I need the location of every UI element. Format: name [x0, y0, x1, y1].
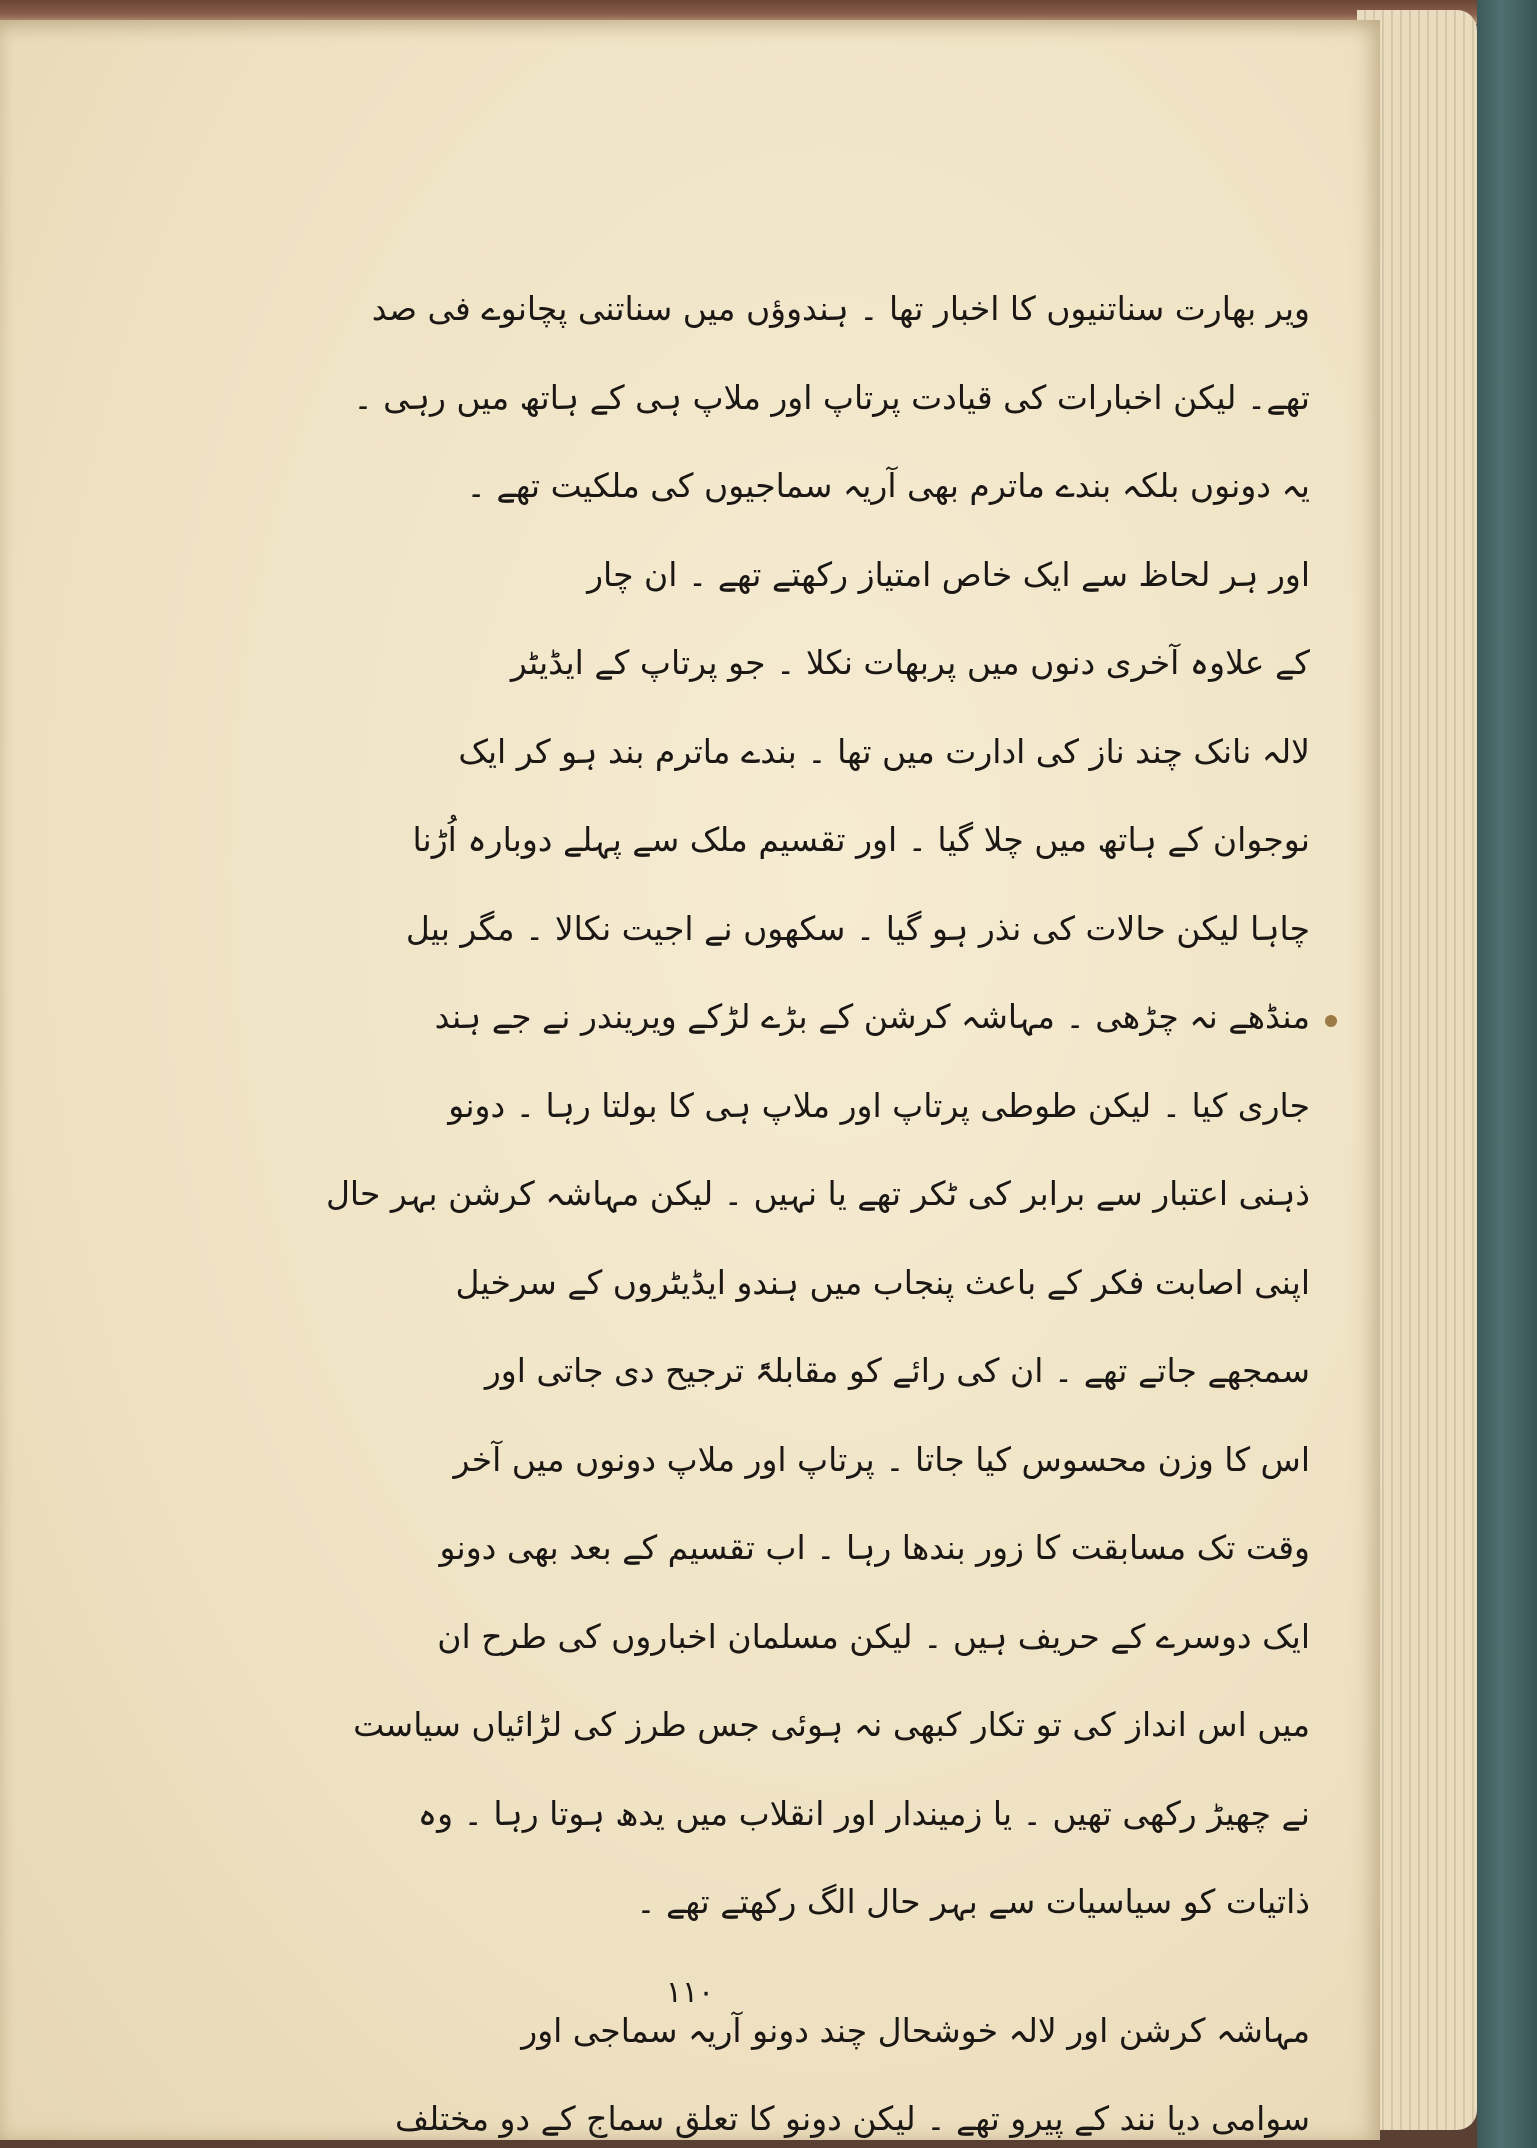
text-line: مہاشہ کرشن اور لالہ خوشحال چند دونو آریہ سماجی اور: [521, 2010, 1310, 2050]
text-line: اپنی اصابت فکر کے باعث پنجاب میں ہندو ایڈیٹروں کے سرخیل: [455, 1262, 1310, 1302]
text-line: تھے۔ لیکن اخبارات کی قیادت پرتاپ اور ملاپ ہی کے ہاتھ میں رہی ۔: [353, 377, 1310, 417]
text-line: نوجوان کے ہاتھ میں چلا گیا ۔ اور تقسیم ملک سے پہلے دوبارہ اُڑنا: [412, 820, 1310, 859]
book-cover: [1477, 0, 1537, 2148]
text-line: اس کا وزن محسوس کیا جاتا ۔ پرتاپ اور ملاپ دونوں میں آخر: [453, 1439, 1310, 1479]
page-number: ۱۱۰: [665, 1975, 715, 2010]
text-line: منڈھے نہ چڑھی ۔ مہاشہ کرشن کے بڑے لڑکے ویریندر نے جے ہند: [434, 997, 1310, 1036]
text-line: ذاتیات کو سیاسیات سے بہر حال الگ رکھتے تھے ۔: [636, 1882, 1310, 1921]
text-line: سمجھے جاتے تھے ۔ ان کی رائے کو مقابلۃً ترجیح دی جاتی اور: [484, 1351, 1310, 1390]
text-line: جاری کیا ۔ لیکن طوطی پرتاپ اور ملاپ ہی کا بولتا رہا ۔ دونو: [448, 1085, 1310, 1125]
text-line: ایک دوسرے کے حریف ہیں ۔ لیکن مسلمان اخباروں کی طرح ان: [437, 1616, 1310, 1656]
ink-spot: [1325, 1015, 1337, 1027]
text-line: اور ہر لحاظ سے ایک خاص امتیاز رکھتے تھے ۔ ان چار: [587, 554, 1310, 594]
text-line: ویر بھارت سناتنیوں کا اخبار تھا ۔ ہندوؤں میں سناتنی پچانوے فی صد: [371, 289, 1310, 328]
body-text: [130, 265, 1310, 2148]
text-line: کے علاوہ آخری دنوں میں پربھات نکلا ۔ جو پرتاپ کے ایڈیٹر: [510, 643, 1310, 682]
text-line: چاہا لیکن حالات کی نذر ہو گیا ۔ سکھوں نے اجیت نکالا ۔ مگر بیل: [405, 908, 1310, 948]
text-line: سوامی دیا نند کے پیرو تھے ۔ لیکن دونو کا تعلق سماج کے دو مختلف: [394, 2099, 1310, 2138]
text-line: وقت تک مسابقت کا زور بندھا رہا ۔ اب تقسیم کے بعد بھی دونو: [439, 1528, 1310, 1567]
text-line: لالہ نانک چند ناز کی ادارت میں تھا ۔ بندے ماترم بند ہو کر ایک: [458, 731, 1310, 771]
text-line: نے چھیڑ رکھی تھیں ۔ یا زمیندار اور انقلاب میں یدھ ہوتا رہا ۔ وہ: [417, 1793, 1310, 1833]
text-line: میں اس انداز کی تو تکار کبھی نہ ہوئی جس طرز کی لڑائیاں سیاست: [353, 1705, 1310, 1744]
text-line: ذہنی اعتبار سے برابر کی ٹکر تھے یا نہیں ۔ لیکن مہاشہ کرشن بہر حال: [325, 1174, 1310, 1213]
text-line: یہ دونوں بلکہ بندے ماترم بھی آریہ سماجیوں کی ملکیت تھے ۔: [466, 466, 1310, 505]
